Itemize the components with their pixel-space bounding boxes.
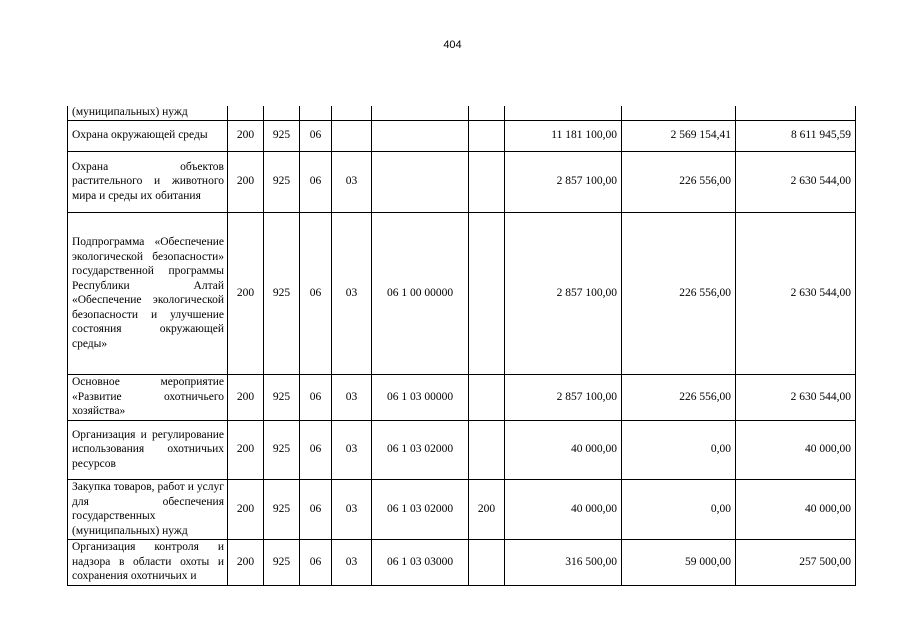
cell-code-1: 200	[228, 420, 264, 479]
table-row	[68, 374, 856, 420]
table-row	[68, 106, 856, 120]
budget-table	[67, 106, 856, 586]
cell-sum-1: 2 857 100,00	[505, 151, 622, 212]
cell-sum-1: 11 181 100,00	[505, 120, 622, 151]
cell-code-3: 06	[300, 151, 332, 212]
cell-code-1: 200	[228, 120, 264, 151]
cell-code-6	[469, 120, 505, 151]
cell-code-3: 06	[300, 479, 332, 539]
cell-code-3: 06	[300, 212, 332, 374]
cell-sum-3: 2 630 544,00	[736, 212, 856, 374]
cell-sum-3: 8 611 945,59	[736, 120, 856, 151]
cell-code-2: 925	[264, 479, 300, 539]
row-name: Организация контроля и надзора в области охоты и сохранения охотничьих и	[68, 539, 228, 585]
cell-code-1: 200	[228, 479, 264, 539]
row-name: Охрана окружающей среды	[68, 120, 228, 151]
cell-sum-2: 0,00	[622, 420, 736, 479]
cell-code-6: 200	[469, 479, 505, 539]
cell-code-4: 03	[332, 420, 372, 479]
cell-sum-3: 40 000,00	[736, 420, 856, 479]
cell-code-2	[264, 106, 300, 120]
cell-code-2: 925	[264, 212, 300, 374]
cell-code-3: 06	[300, 539, 332, 585]
cell-code-2: 925	[264, 151, 300, 212]
cell-code-4: 03	[332, 212, 372, 374]
cell-code-3: 06	[300, 420, 332, 479]
cell-sum-1: 316 500,00	[505, 539, 622, 585]
cell-code-2: 925	[264, 539, 300, 585]
cell-code-6	[469, 106, 505, 120]
cell-code-5: 06 1 03 02000	[372, 479, 469, 539]
row-name: Подпрограмма «Обеспечение экологической безопасности» государственной программы Республики Алтай «Обеспечение экологической безопасности и улучшение состояния окружающей среды»	[68, 212, 228, 374]
cell-sum-1: 2 857 100,00	[505, 212, 622, 374]
cell-code-6	[469, 212, 505, 374]
cell-code-4	[332, 120, 372, 151]
cell-code-5: 06 1 03 02000	[372, 420, 469, 479]
cell-code-2: 925	[264, 374, 300, 420]
table-row	[68, 212, 856, 374]
cell-code-3: 06	[300, 120, 332, 151]
cell-code-5: 06 1 03 03000	[372, 539, 469, 585]
table-body	[68, 106, 856, 585]
cell-sum-3: 2 630 544,00	[736, 151, 856, 212]
cell-sum-3: 2 630 544,00	[736, 374, 856, 420]
cell-code-6	[469, 151, 505, 212]
cell-sum-2: 226 556,00	[622, 212, 736, 374]
cell-code-6	[469, 420, 505, 479]
table-row	[68, 479, 856, 539]
cell-code-4: 03	[332, 479, 372, 539]
cell-sum-2: 2 569 154,41	[622, 120, 736, 151]
row-name: (муниципальных) нужд	[68, 106, 228, 120]
cell-code-4: 03	[332, 151, 372, 212]
cell-sum-2: 0,00	[622, 479, 736, 539]
cell-code-6	[469, 374, 505, 420]
cell-sum-1: 2 857 100,00	[505, 374, 622, 420]
cell-code-4: 03	[332, 539, 372, 585]
cell-code-5: 06 1 00 00000	[372, 212, 469, 374]
cell-sum-1	[505, 106, 622, 120]
table-row	[68, 539, 856, 585]
cell-code-1: 200	[228, 151, 264, 212]
cell-code-2: 925	[264, 420, 300, 479]
cell-code-5	[372, 151, 469, 212]
cell-sum-3	[736, 106, 856, 120]
cell-code-1: 200	[228, 212, 264, 374]
cell-sum-3: 40 000,00	[736, 479, 856, 539]
cell-sum-2	[622, 106, 736, 120]
cell-code-3: 06	[300, 374, 332, 420]
cell-sum-1: 40 000,00	[505, 479, 622, 539]
cell-code-4	[332, 106, 372, 120]
cell-sum-1: 40 000,00	[505, 420, 622, 479]
cell-code-6	[469, 539, 505, 585]
row-name: Основное мероприятие «Развитие охотничьего хозяйства»	[68, 374, 228, 420]
cell-code-5: 06 1 03 00000	[372, 374, 469, 420]
cell-code-2: 925	[264, 120, 300, 151]
row-name: Охрана объектов растительного и животного мира и среды их обитания	[68, 151, 228, 212]
cell-code-1: 200	[228, 374, 264, 420]
cell-code-3	[300, 106, 332, 120]
cell-sum-2: 59 000,00	[622, 539, 736, 585]
page-number: 404	[443, 39, 462, 51]
cell-code-4: 03	[332, 374, 372, 420]
table-row	[68, 151, 856, 212]
row-name: Организация и регулирование использования охотничьих ресурсов	[68, 420, 228, 479]
row-name: Закупка товаров, работ и услуг для обеспечения государственных (муниципальных) нужд	[68, 479, 228, 539]
cell-sum-2: 226 556,00	[622, 151, 736, 212]
cell-code-1: 200	[228, 539, 264, 585]
cell-sum-3: 257 500,00	[736, 539, 856, 585]
cell-code-5	[372, 106, 469, 120]
cell-code-5	[372, 120, 469, 151]
table-row	[68, 420, 856, 479]
table-row	[68, 120, 856, 151]
cell-code-1	[228, 106, 264, 120]
cell-sum-2: 226 556,00	[622, 374, 736, 420]
